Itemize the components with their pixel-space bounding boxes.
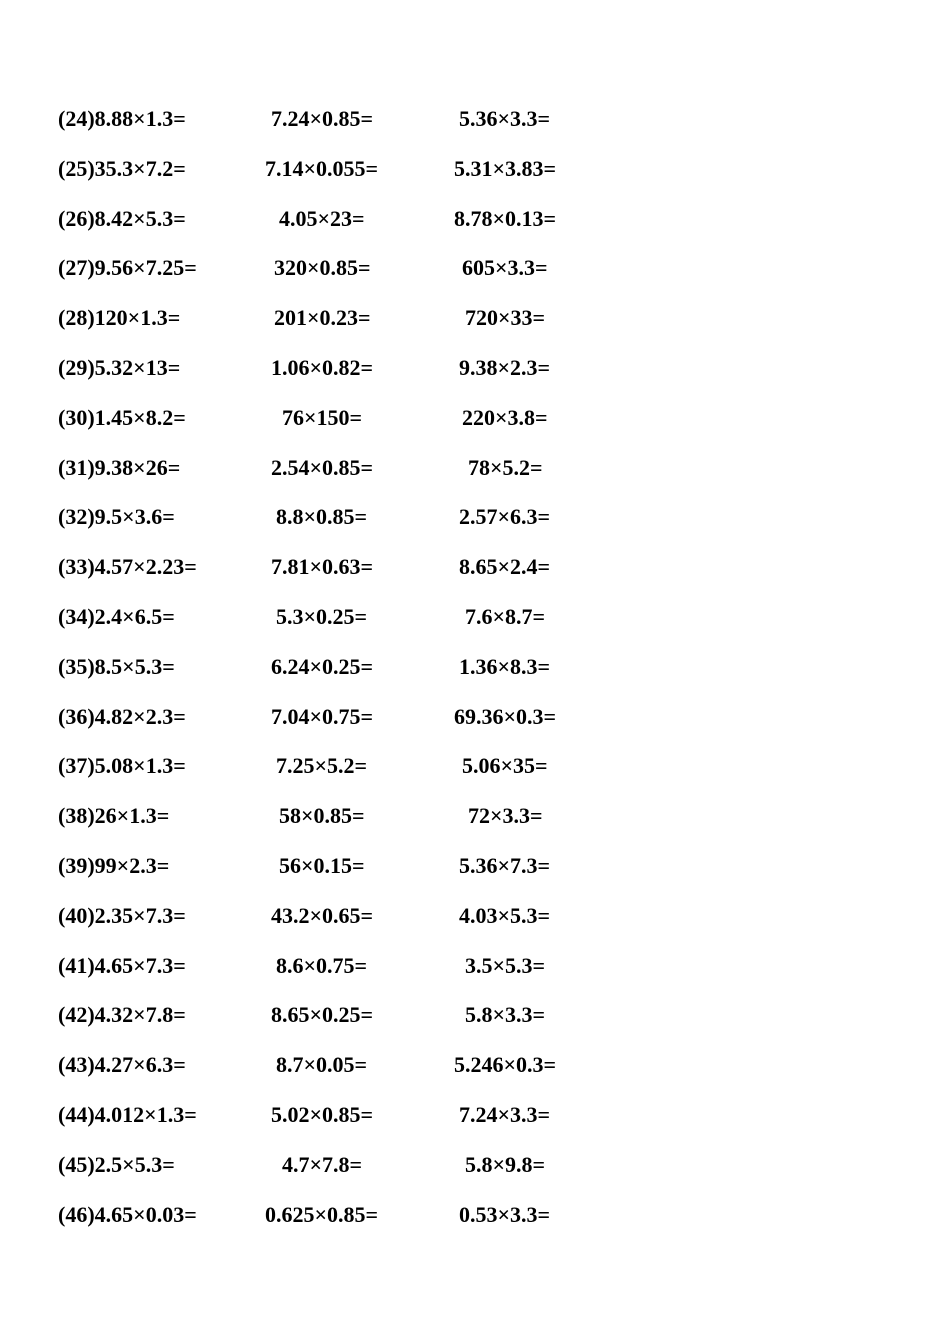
problem-row [0,552,950,582]
problem-row [0,901,950,931]
problem-col-3: 7.24×3.3= [459,1102,551,1127]
problem-col-1: (39)99×2.3= [58,853,170,878]
problem-row [0,154,950,184]
problem-col-3: 4.03×5.3= [459,902,551,928]
problem-row [0,1050,950,1080]
problem-col-1: (41)4.65×7.3= [58,952,186,978]
problem-row [0,652,950,682]
problem-col-2: 2.54×0.85= [271,454,374,480]
problem-row [0,453,950,483]
problem-col-1: (31)9.38×26= [58,454,181,480]
problem-row [0,951,950,981]
problem-col-2: 4.7×7.8= [282,1151,363,1177]
problem-col-3: 8.65×2.4= [459,554,551,580]
problem-col-3: 1.36×8.3= [459,653,551,679]
problem-row [0,1200,950,1230]
problem-col-2: 76×150= [282,404,363,430]
problem-col-1: (24)8.88×1.3= [58,106,186,131]
problem-col-2: 43.2×0.65= [271,902,374,928]
problem-col-2: 6.24×0.25= [271,653,374,679]
problem-col-3: 5.8×3.3= [465,1002,546,1028]
problem-col-3: 78×5.2= [468,454,543,480]
problem-col-3: 69.36×0.3= [454,703,557,729]
problem-row [0,1100,950,1130]
problem-col-2: 7.25×5.2= [276,753,368,779]
problem-col-3: 72×3.3= [468,803,543,829]
problem-row [0,602,950,632]
problem-col-1: (29)5.32×13= [58,355,181,380]
problem-col-2: 4.05×23= [279,205,365,231]
problem-col-2: 201×0.23= [274,305,371,331]
problem-col-1: (26)8.42×5.3= [58,205,186,231]
problem-col-1: (35)8.5×5.3= [58,653,175,679]
problem-row [0,851,950,881]
problem-col-2: 8.65×0.25= [271,1002,374,1028]
problem-col-3: 5.36×7.3= [459,853,551,878]
problem-col-2: 7.14×0.055= [265,155,379,181]
problem-col-2: 8.6×0.75= [276,952,368,978]
problem-row [0,801,950,831]
problem-col-3: 5.31×3.83= [454,155,557,181]
problem-col-2: 0.625×0.85= [265,1201,379,1227]
problem-col-3: 0.53×3.3= [459,1201,551,1227]
problem-col-3: 605×3.3= [462,255,548,281]
problem-row [0,1000,950,1030]
problem-col-3: 2.57×6.3= [459,504,551,530]
problem-col-1: (44)4.012×1.3= [58,1102,197,1127]
problem-col-3: 3.5×5.3= [465,952,546,978]
problem-col-1: (27)9.56×7.25= [58,255,197,281]
problem-row [0,502,950,532]
problem-col-1: (28)120×1.3= [58,305,181,331]
problem-col-3: 5.246×0.3= [454,1052,557,1078]
problem-col-2: 320×0.85= [274,255,371,281]
problem-col-1: (33)4.57×2.23= [58,554,197,580]
problem-col-2: 56×0.15= [279,853,365,878]
problem-col-3: 7.6×8.7= [465,604,546,629]
problem-col-2: 7.04×0.75= [271,703,374,729]
problem-col-1: (42)4.32×7.8= [58,1002,186,1028]
problem-col-1: (34)2.4×6.5= [58,604,175,629]
problem-col-3: 720×33= [465,305,546,331]
problem-col-1: (38)26×1.3= [58,803,170,829]
problem-col-2: 5.3×0.25= [276,604,368,629]
problem-row [0,702,950,732]
problem-row [0,303,950,333]
problem-col-2: 58×0.85= [279,803,365,829]
problem-col-1: (45)2.5×5.3= [58,1151,175,1177]
problem-row [0,1150,950,1180]
problem-row [0,353,950,383]
problem-col-1: (37)5.08×1.3= [58,753,186,779]
problem-col-2: 8.7×0.05= [276,1052,368,1078]
problem-col-2: 8.8×0.85= [276,504,368,530]
problem-row [0,403,950,433]
problem-col-3: 5.36×3.3= [459,106,551,131]
problem-col-2: 5.02×0.85= [271,1102,374,1127]
problem-col-2: 7.24×0.85= [271,106,374,131]
problem-col-1: (36)4.82×2.3= [58,703,186,729]
problem-col-3: 9.38×2.3= [459,355,551,380]
problem-col-3: 5.06×35= [462,753,548,779]
problem-col-1: (40)2.35×7.3= [58,902,186,928]
problem-col-1: (32)9.5×3.6= [58,504,175,530]
problem-col-3: 5.8×9.8= [465,1151,546,1177]
problem-row [0,751,950,781]
problem-row [0,204,950,234]
problem-row [0,104,950,134]
problem-col-3: 8.78×0.13= [454,205,557,231]
problem-col-2: 7.81×0.63= [271,554,374,580]
problem-col-1: (46)4.65×0.03= [58,1201,197,1227]
problem-row [0,253,950,283]
problem-col-1: (43)4.27×6.3= [58,1052,186,1078]
problem-col-2: 1.06×0.82= [271,355,374,380]
problem-col-1: (25)35.3×7.2= [58,155,186,181]
problem-col-3: 220×3.8= [462,404,548,430]
problem-col-1: (30)1.45×8.2= [58,404,186,430]
